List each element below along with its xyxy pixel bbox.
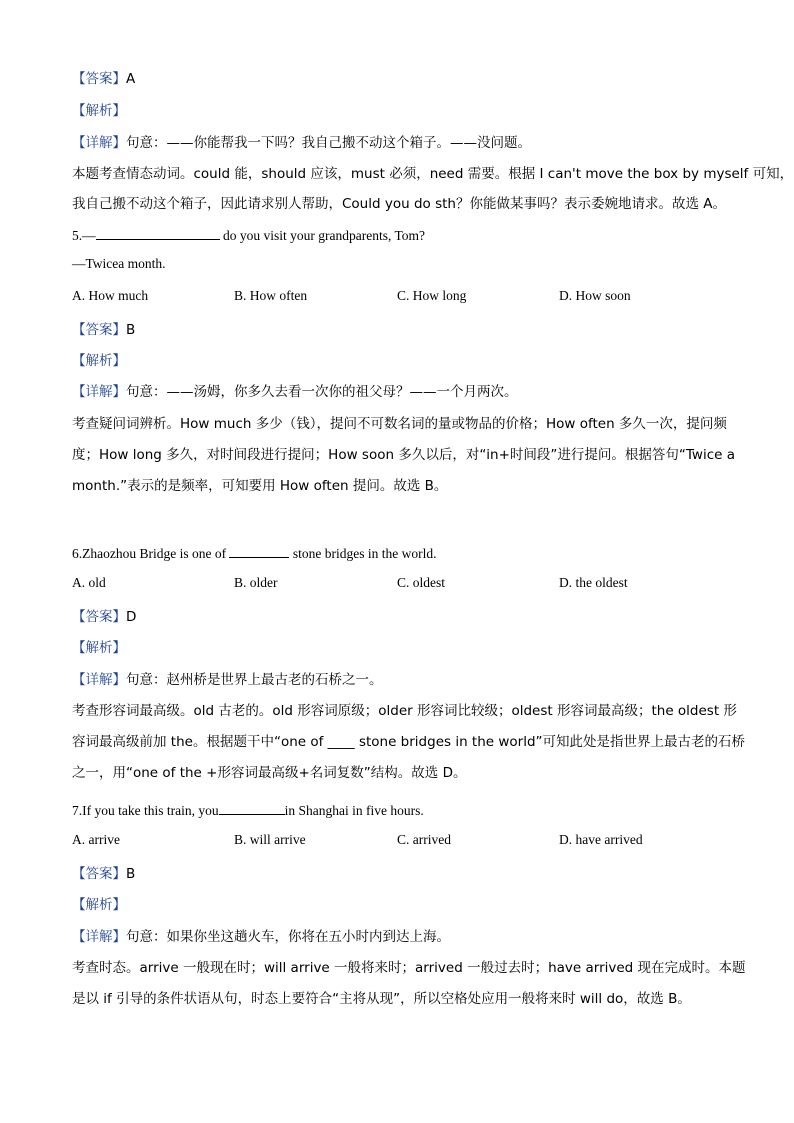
q4-answer-line xyxy=(72,67,135,87)
q6-detail-line xyxy=(72,668,383,688)
q5-stem-suffix: do you visit your grandparents, Tom? xyxy=(219,228,426,243)
q7-blank xyxy=(219,801,285,815)
q5-option-d: D. How soon xyxy=(559,288,631,303)
q7-option-d: D. have arrived xyxy=(559,832,643,847)
q6-option-a: A. old xyxy=(72,575,106,590)
q6-option-c: C. oldest xyxy=(397,575,446,590)
q4-explain-2: 我自己搬不动这个箱子，因此请求别人帮助，Could you do sth？你能做某事吗？表示委婉地请求。故选 A。 xyxy=(72,196,726,212)
q7-stem-prefix: 7.If you take this train, you xyxy=(72,803,219,818)
q7-option-c: C. arrived xyxy=(397,832,451,847)
q6-answer: D xyxy=(126,609,137,625)
q6-answer-line xyxy=(72,605,136,625)
q5-explain-1: 考查疑问词辨析。How much 多少（钱），提问不可数名词的量或物品的价格；How often 多久一次，提问频 xyxy=(72,416,727,432)
q5-explain-2: 度；How long 多久，对时间段进行提问；How soon 多久以后，对“in+时间段”进行提问。根据答句“Twice a xyxy=(72,447,736,463)
q4-explain-1: 本题考查情态动词。could 能，should 应该，must 必须，need 需要。根据 I can't move the box by myself 可知， xyxy=(72,166,794,182)
q5-reply: —Twicea month. xyxy=(72,256,166,271)
q6-stem-prefix: 6.Zhaozhou Bridge is one of xyxy=(72,546,230,561)
q5-stem xyxy=(72,226,425,244)
q5-detail-line xyxy=(72,380,518,400)
detail-label: 【详解】 xyxy=(72,384,126,400)
q5-explain-3: month.”表示的是频率，可知要用 How often 提问。故选 B。 xyxy=(72,478,448,494)
q6-option-d: D. the oldest xyxy=(559,575,628,590)
q4-analysis-label: 【解析】 xyxy=(72,103,126,119)
q7-detail: 句意：如果你坐这趟火车，你将在五小时内到达上海。 xyxy=(126,929,450,945)
detail-label: 【详解】 xyxy=(72,135,126,151)
q4-detail-line xyxy=(72,131,531,151)
q6-stem-suffix: stone bridges in the world. xyxy=(289,546,437,561)
q6-explain-2: 容词最高级前加 the。根据题干中“one of ____ stone bridges in the world”可知此处是指世界上最古老的石桥 xyxy=(72,734,746,750)
q7-option-b: B. will arrive xyxy=(234,832,306,847)
q6-blank xyxy=(229,544,289,558)
answer-label: 【答案】 xyxy=(72,322,126,338)
q5-blank xyxy=(96,226,220,240)
q6-analysis-label: 【解析】 xyxy=(72,640,126,656)
q7-explain-1: 考查时态。arrive 一般现在时；will arrive 一般将来时；arrived 一般过去时；have arrived 现在完成时。本题 xyxy=(72,960,746,976)
q5-stem-prefix: 5.— xyxy=(72,228,96,243)
q7-analysis-label: 【解析】 xyxy=(72,897,126,913)
q6-option-b: B. older xyxy=(234,575,278,590)
detail-label: 【详解】 xyxy=(72,672,126,688)
q4-detail: 句意：——你能帮我一下吗？我自己搬不动这个箱子。——没问题。 xyxy=(126,135,531,151)
answer-label: 【答案】 xyxy=(72,866,126,882)
q5-detail: 句意：——汤姆，你多久去看一次你的祖父母？——一个月两次。 xyxy=(126,384,518,400)
q5-analysis-label: 【解析】 xyxy=(72,353,126,369)
q7-stem xyxy=(72,801,424,819)
detail-label: 【详解】 xyxy=(72,929,126,945)
answer-label: 【答案】 xyxy=(72,609,126,625)
q7-option-a: A. arrive xyxy=(72,832,120,847)
q5-answer: B xyxy=(126,322,136,338)
q6-stem xyxy=(72,544,436,562)
q7-detail-line xyxy=(72,925,450,945)
q6-explain-1: 考查形容词最高级。old 古老的。old 形容词原级；older 形容词比较级；oldest 形容词最高级；the oldest 形 xyxy=(72,703,737,719)
q5-option-c: C. How long xyxy=(397,288,467,303)
q5-answer-line xyxy=(72,318,135,338)
q7-answer-line xyxy=(72,862,135,882)
q6-explain-3: 之一，用“one of the +形容词最高级+名词复数”结构。故选 D。 xyxy=(72,765,467,781)
q4-answer: A xyxy=(126,71,136,87)
q5-option-a: A. How much xyxy=(72,288,149,303)
answer-label: 【答案】 xyxy=(72,71,126,87)
q6-detail: 句意：赵州桥是世界上最古老的石桥之一。 xyxy=(126,672,383,688)
q7-explain-2: 是以 if 引导的条件状语从句，时态上要符合“主将从现”，所以空格处应用一般将来时 will do，故选 B。 xyxy=(72,991,691,1007)
q7-answer: B xyxy=(126,866,136,882)
q7-stem-suffix: in Shanghai in five hours. xyxy=(284,803,424,818)
q5-option-b: B. How often xyxy=(234,288,308,303)
